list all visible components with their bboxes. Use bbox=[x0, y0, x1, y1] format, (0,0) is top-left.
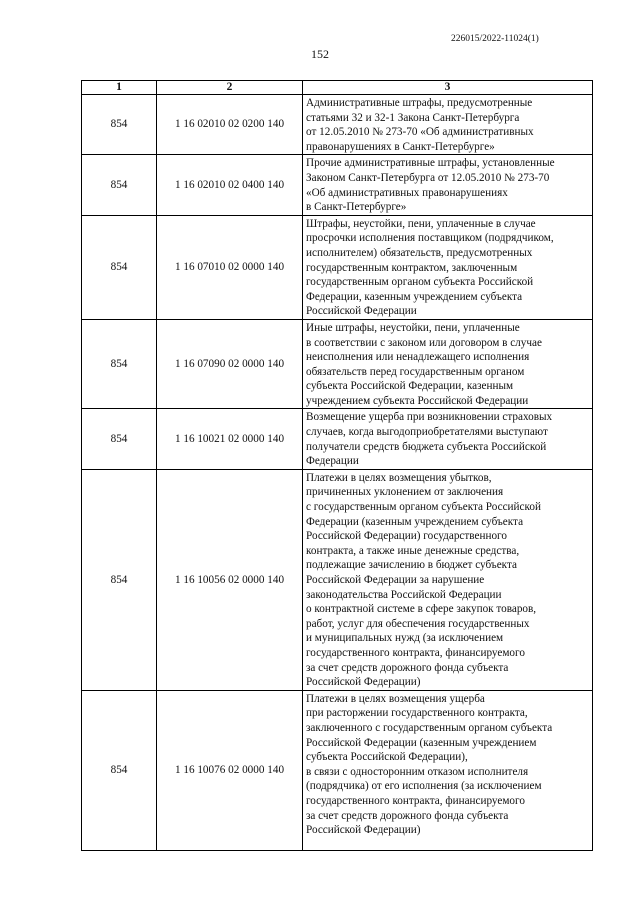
table-row bbox=[82, 155, 593, 215]
description-line: при расторжении государственного контракта, bbox=[306, 707, 528, 720]
description-line: подлежащие зачислению в бюджет субъекта bbox=[306, 559, 517, 572]
description-line: работ, услуг для обеспечения государственных bbox=[306, 617, 530, 630]
revenue-description-cell bbox=[303, 95, 593, 155]
description-line: Возмещение ущерба при возникновении страховых bbox=[306, 411, 553, 424]
budget-classification-code-cell: 1 16 10056 02 0000 140 bbox=[157, 469, 303, 690]
description-line: контракта, а также иные денежные средства, bbox=[306, 544, 520, 557]
revenue-description-cell bbox=[303, 155, 593, 215]
admin-code-cell: 854 bbox=[82, 469, 157, 690]
description-line: Платежи в целях возмещения ущерба bbox=[306, 692, 485, 705]
description-line: (подрядчика) от его исполнения (за исключением bbox=[306, 780, 542, 793]
description-line: государственным органом субъекта Российской bbox=[306, 276, 534, 289]
description-line: правонарушениях в Санкт-Петербурге» bbox=[306, 140, 495, 153]
description-line: от 12.05.2010 № 273-70 «Об административных bbox=[306, 126, 534, 139]
description-line: заключенного с государственным органом субъекта bbox=[306, 721, 553, 734]
description-line: законодательства Российской Федерации bbox=[306, 588, 502, 601]
revenue-description-cell bbox=[303, 690, 593, 850]
admin-code-cell: 854 bbox=[82, 215, 157, 319]
admin-code-cell: 854 bbox=[82, 409, 157, 469]
budget-classification-code-cell: 1 16 07090 02 0000 140 bbox=[157, 319, 303, 409]
description-line: Прочие административные штрафы, установленные bbox=[306, 157, 555, 170]
table-body bbox=[82, 95, 593, 851]
description-line: субъекта Российской Федерации), bbox=[306, 751, 468, 764]
revenue-description-cell bbox=[303, 319, 593, 409]
description-line: в соответствии с законом или договором в случае bbox=[306, 336, 542, 349]
description-line: получатели средств бюджета субъекта Российской bbox=[306, 440, 547, 453]
description-line: Иные штрафы, неустойки, пени, уплаченные bbox=[306, 321, 520, 334]
table-row bbox=[82, 215, 593, 319]
column-header-3: 3 bbox=[303, 81, 593, 95]
budget-classification-code-cell: 1 16 02010 02 0400 140 bbox=[157, 155, 303, 215]
budget-classification-code-cell: 1 16 10076 02 0000 140 bbox=[157, 690, 303, 850]
description-line: просрочки исполнения поставщиком (подрядчиком, bbox=[306, 232, 554, 245]
description-line: Федерации bbox=[306, 455, 359, 468]
description-line: с государственным органом субъекта Российской bbox=[306, 501, 541, 514]
description-line: неисполнения или ненадлежащего исполнения bbox=[306, 351, 530, 364]
description-line: о контрактной системе в сфере закупок товаров, bbox=[306, 603, 537, 616]
table-header-row bbox=[82, 81, 593, 95]
description-line: в связи с односторонним отказом исполнителя bbox=[306, 765, 529, 778]
budget-classification-code-cell: 1 16 10021 02 0000 140 bbox=[157, 409, 303, 469]
revenue-description-cell bbox=[303, 215, 593, 319]
table-row bbox=[82, 690, 593, 850]
description-line: обязательств перед государственным органом bbox=[306, 365, 525, 378]
description-line: учреждением субъекта Российской Федерации bbox=[306, 394, 529, 407]
description-line: причиненных уклонением от заключения bbox=[306, 486, 504, 499]
description-line: и муниципальных нужд (за исключением bbox=[306, 632, 504, 645]
description-line: Федерации (казенным учреждением субъекта bbox=[306, 515, 524, 528]
description-line: государственного контракта, финансируемого bbox=[306, 794, 525, 807]
description-line: Российской Федерации (казенным учреждением bbox=[306, 736, 537, 749]
description-line: исполнителем) обязательств, предусмотренных bbox=[306, 246, 533, 259]
description-line: Российской Федерации) bbox=[306, 824, 421, 837]
budget-classification-code-cell: 1 16 02010 02 0200 140 bbox=[157, 95, 303, 155]
description-line: случаев, когда выгодоприобретателями выступают bbox=[306, 426, 548, 439]
description-line: Российской Федерации за нарушение bbox=[306, 574, 485, 586]
page-number: 152 bbox=[311, 47, 329, 61]
description-line: Российской Федерации bbox=[306, 305, 417, 318]
description-line: Штрафы, неустойки, пени, уплаченные в случае bbox=[306, 217, 536, 230]
description-line: Федерации, казенным учреждением субъекта bbox=[306, 290, 523, 303]
description-line: Законом Санкт-Петербурга от 12.05.2010 № 273-70 bbox=[306, 171, 550, 184]
revenue-description-cell bbox=[303, 409, 593, 469]
admin-code-cell: 854 bbox=[82, 95, 157, 155]
description-line: в Санкт-Петербурге» bbox=[306, 201, 407, 214]
document-id: 226015/2022-11024(1) bbox=[451, 34, 539, 44]
revenue-description-cell bbox=[303, 469, 593, 690]
description-line: государственного контракта, финансируемого bbox=[306, 646, 525, 659]
description-line: Платежи в целях возмещения убытков, bbox=[306, 471, 492, 484]
table-row bbox=[82, 469, 593, 690]
admin-code-cell: 854 bbox=[82, 690, 157, 850]
admin-code-cell: 854 bbox=[82, 319, 157, 409]
table-row bbox=[82, 409, 593, 469]
budget-classification-code-cell: 1 16 07010 02 0000 140 bbox=[157, 215, 303, 319]
column-header-2: 2 bbox=[157, 81, 303, 95]
description-line: субъекта Российской Федерации, казенным bbox=[306, 380, 514, 393]
table-row bbox=[82, 95, 593, 155]
description-line: «Об административных правонарушениях bbox=[306, 186, 508, 199]
description-line: государственным контрактом, заключенным bbox=[306, 261, 518, 274]
description-line: за счет средств дорожного фонда субъекта bbox=[306, 809, 509, 822]
table-row bbox=[82, 319, 593, 409]
description-line: статьями 32 и 32-1 Закона Санкт-Петербурга bbox=[306, 111, 520, 124]
description-line: Российской Федерации) государственного bbox=[306, 530, 507, 543]
description-line: Российской Федерации) bbox=[306, 676, 421, 689]
column-header-1: 1 bbox=[82, 81, 157, 95]
description-line: за счет средств дорожного фонда субъекта bbox=[306, 661, 509, 674]
admin-code-cell: 854 bbox=[82, 155, 157, 215]
description-line: Административные штрафы, предусмотренные bbox=[306, 97, 533, 109]
budget-code-table bbox=[81, 80, 593, 851]
